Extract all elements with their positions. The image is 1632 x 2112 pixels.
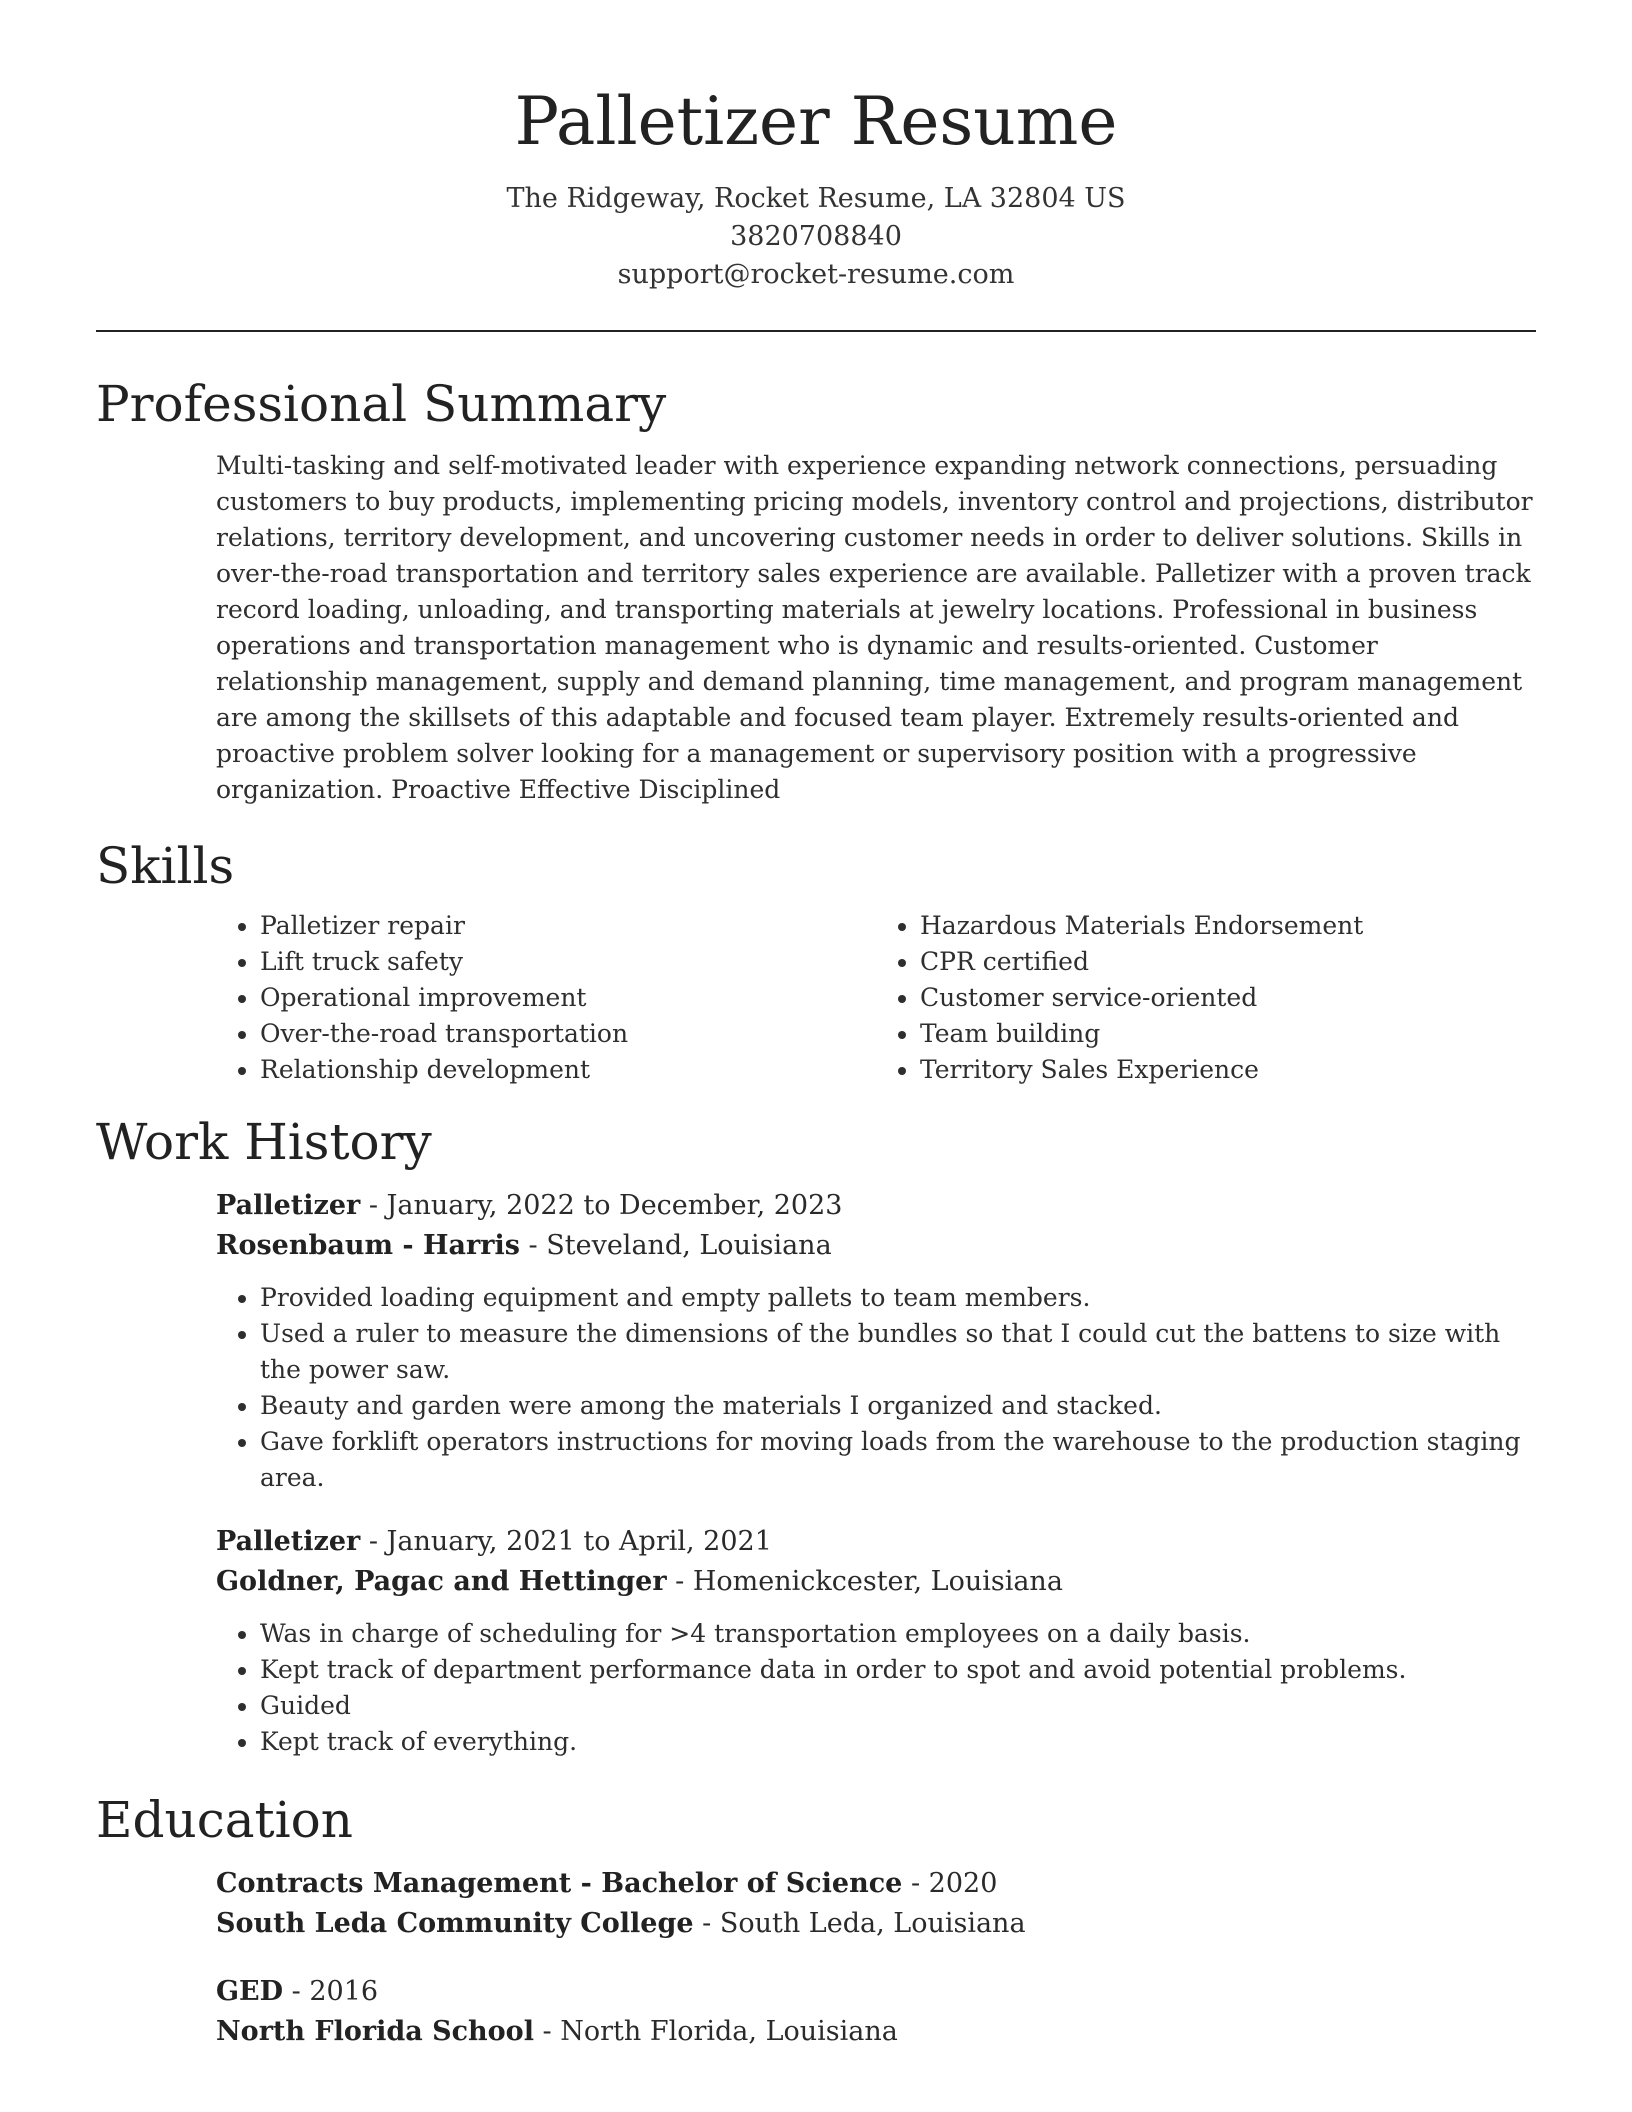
resume-page [96, 0, 1536, 2052]
school-location: North Florida, Louisiana [560, 2015, 898, 2047]
degree-line: Contracts Management - Bachelor of Science - 2020 [216, 1867, 998, 1899]
resume-header [96, 0, 1536, 294]
skills-grid [216, 908, 1536, 1088]
education-entry [216, 1972, 1536, 2052]
skill-item: • CPR certified [920, 944, 1536, 980]
job-location: Homenickcester, Louisiana [692, 1565, 1063, 1597]
education-entry [216, 1864, 1536, 1944]
skills-list-right [876, 908, 1536, 1088]
contact-phone: 3820708840 [730, 220, 902, 252]
contact-address: The Ridgeway, Rocket Resume, LA 32804 US [506, 182, 1126, 214]
school-name: North Florida School [216, 2015, 534, 2047]
duty-item: • Kept track of everything. [260, 1724, 1536, 1760]
school-line: North Florida School - North Florida, Louisiana [216, 2015, 898, 2047]
duty-item: • Was in charge of scheduling for >4 transportation employees on a daily basis. [260, 1616, 1536, 1652]
job-company-line: Goldner, Pagac and Hettinger - Homenickcester, Louisiana [216, 1565, 1063, 1597]
summary-section [96, 374, 1536, 808]
skill-item: • Operational improvement [260, 980, 876, 1016]
graduation-year: 2016 [309, 1975, 379, 2007]
skill-item: • Relationship development [260, 1052, 876, 1088]
job-duties [216, 1616, 1536, 1760]
job-company: Rosenbaum - Harris [216, 1229, 520, 1261]
skill-item: • Customer service-oriented [920, 980, 1536, 1016]
job-company-line: Rosenbaum - Harris - Steveland, Louisiana [216, 1229, 832, 1261]
skill-item: • Lift truck safety [260, 944, 876, 980]
summary-heading: Professional Summary [96, 374, 667, 433]
skill-item: • Palletizer repair [260, 908, 876, 944]
skill-item: • Team building [920, 1016, 1536, 1052]
degree-line: GED - 2016 [216, 1975, 379, 2007]
job-dates: January, 2021 to April, 2021 [386, 1525, 772, 1557]
duty-item: • Used a ruler to measure the dimensions of the bundles so that I could cut the battens to size with the power saw. [260, 1316, 1536, 1388]
duty-item: • Kept track of department performance data in order to spot and avoid potential problems. [260, 1652, 1536, 1688]
job-entry [216, 1522, 1536, 1760]
job-title-line: Palletizer - January, 2021 to April, 2021 [216, 1525, 772, 1557]
degree: Contracts Management - Bachelor of Science [216, 1867, 903, 1899]
job-location: Steveland, Louisiana [546, 1229, 832, 1261]
header-divider [96, 330, 1536, 332]
education-section [96, 1790, 1536, 2052]
work-history-heading: Work History [96, 1112, 432, 1171]
work-history-section [96, 1112, 1536, 1760]
school-line: South Leda Community College - South Leda, Louisiana [216, 1907, 1026, 1939]
skill-item: • Hazardous Materials Endorsement [920, 908, 1536, 944]
job-title-line: Palletizer - January, 2022 to December, 2023 [216, 1189, 843, 1221]
skills-section [96, 836, 1536, 1088]
job-company: Goldner, Pagac and Hettinger [216, 1565, 667, 1597]
skill-item: • Territory Sales Experience [920, 1052, 1536, 1088]
education-heading: Education [96, 1790, 353, 1849]
duty-item: • Gave forklift operators instructions for moving loads from the warehouse to the production staging area. [260, 1424, 1536, 1496]
contact-email: support@rocket-resume.com [617, 258, 1015, 290]
school-location: South Leda, Louisiana [719, 1907, 1026, 1939]
resume-title: Palletizer Resume [514, 83, 1118, 160]
job-position: Palletizer [216, 1189, 361, 1221]
job-dates: January, 2022 to December, 2023 [386, 1189, 843, 1221]
job-duties [216, 1280, 1536, 1496]
job-position: Palletizer [216, 1525, 361, 1557]
duty-item: • Provided loading equipment and empty pallets to team members. [260, 1280, 1536, 1316]
skills-list-left [216, 908, 876, 1088]
duty-item: • Beauty and garden were among the materials I organized and stacked. [260, 1388, 1536, 1424]
skills-heading: Skills [96, 836, 235, 895]
summary-text: Multi-tasking and self-motivated leader with experience expanding network connections, persuading customers to buy products, implementing pricing models, inventory control and projections, distributor relations, territory development, and uncovering customer needs in order to deliver solutions. Skills in over-the-road transportation and territory sales experience are available. Palletizer with a proven track record loading, unloading, and transporting materials at jewelry locations. Professional in business operations and transportation management who is dynamic and results-oriented. Customer relationship management, supply and demand planning, time management, and program management are among the skillsets of this adaptable and focused team player. Extremely results-oriented and proactive problem solver looking for a management or supervisory position with a progressive organization. Proactive Effective Disciplined [216, 450, 1533, 804]
school-name: South Leda Community College [216, 1907, 694, 1939]
degree: GED [216, 1975, 284, 2007]
duty-item: • Guided [260, 1688, 1536, 1724]
skill-item: • Over-the-road transportation [260, 1016, 876, 1052]
job-entry [216, 1186, 1536, 1496]
graduation-year: 2020 [928, 1867, 998, 1899]
